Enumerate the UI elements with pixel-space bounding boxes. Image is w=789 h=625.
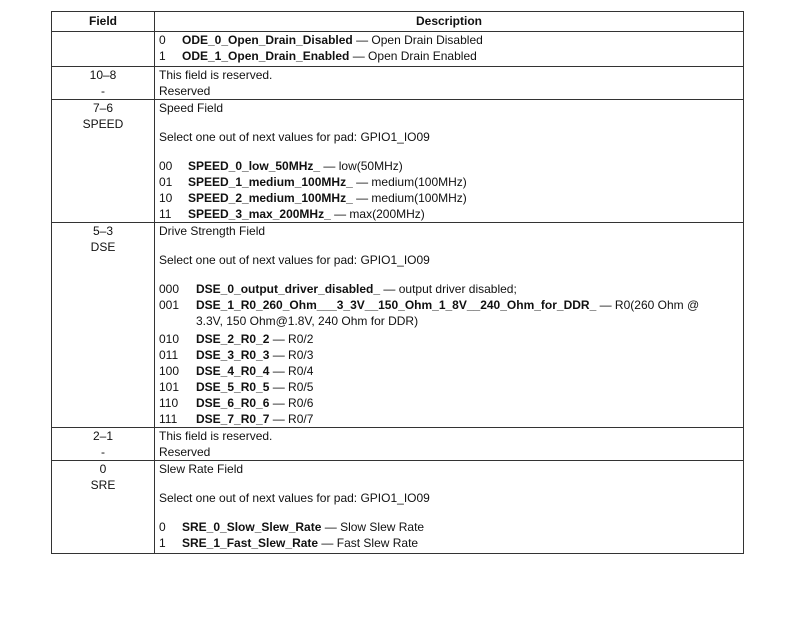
option-name: ODE_1_Open_Drain_Enabled <box>182 49 350 63</box>
reserved-text: This field is reserved. <box>159 429 273 443</box>
field-name: - <box>101 445 105 459</box>
select-instruction: Select one out of next values for pad: GPIO1_IO09 <box>159 491 430 505</box>
option-desc: — low(50MHz) <box>320 159 403 173</box>
option-code: 01 <box>159 175 173 189</box>
option-name: DSE_2_R0_2 <box>196 332 270 346</box>
table-row <box>52 223 744 428</box>
option-line <box>159 411 739 427</box>
field-name: - <box>101 84 105 98</box>
option-code: 011 <box>159 348 179 362</box>
field-bits: 0 <box>99 462 107 476</box>
option-desc: — medium(100MHz) <box>352 175 467 189</box>
option-code: 101 <box>159 380 180 394</box>
option-desc: — R0/4 <box>269 364 314 378</box>
option-line <box>159 395 739 411</box>
option-line <box>159 347 739 363</box>
option-line <box>159 519 739 535</box>
option-code: 0 <box>159 520 166 534</box>
option-line <box>159 281 739 297</box>
field-cell <box>52 32 155 67</box>
description-cell <box>155 223 744 428</box>
option-desc: — output driver disabled; <box>380 282 517 296</box>
option-line <box>159 331 739 347</box>
option-line <box>159 32 739 48</box>
option-code: 001 <box>159 298 180 312</box>
option-desc: — R0/6 <box>269 396 314 410</box>
option-name: SRE_0_Slow_Slew_Rate <box>182 520 322 534</box>
option-line <box>159 190 739 206</box>
option-code: 1 <box>159 49 166 63</box>
field-bits: 10–8 <box>89 68 117 82</box>
option-name: DSE_3_R0_3 <box>196 348 270 362</box>
field-cell <box>52 223 155 428</box>
description-cell <box>155 32 744 67</box>
option-desc: — R0/7 <box>269 412 314 426</box>
field-title: Drive Strength Field <box>159 224 266 238</box>
option-desc: — R0/3 <box>269 348 314 362</box>
option-code: 100 <box>159 364 180 378</box>
option-line <box>159 535 739 551</box>
description-column-header: Description <box>155 12 744 32</box>
option-line <box>159 206 739 222</box>
option-code: 010 <box>159 332 180 346</box>
option-line <box>159 297 739 313</box>
option-name: SPEED_1_medium_100MHz_ <box>188 175 353 189</box>
option-code: 10 <box>159 191 173 205</box>
field-bits: 7–6 <box>92 101 114 115</box>
field-name: SRE <box>90 478 116 492</box>
option-name: DSE_1_R0_260_Ohm___3_3V__150_Ohm_1_8V__240_Ohm_for_DDR_ <box>196 298 597 312</box>
description-cell <box>155 100 744 223</box>
option-desc: — Slow Slew Rate <box>321 520 425 534</box>
reserved-text: This field is reserved. <box>159 68 273 82</box>
option-desc: — R0/5 <box>269 380 314 394</box>
option-name: SPEED_0_low_50MHz_ <box>188 159 321 173</box>
option-code: 00 <box>159 159 173 173</box>
field-bits: 2–1 <box>92 429 114 443</box>
table-row <box>52 428 744 461</box>
option-code: 1 <box>159 536 166 550</box>
option-name: DSE_7_R0_7 <box>196 412 270 426</box>
reserved-text: Reserved <box>159 445 211 459</box>
option-desc: — Fast Slew Rate <box>318 536 419 550</box>
description-cell <box>155 428 744 461</box>
option-name: SPEED_3_max_200MHz_ <box>188 207 331 221</box>
option-desc: — R0/2 <box>269 332 314 346</box>
option-name: DSE_5_R0_5 <box>196 380 270 394</box>
option-code: 110 <box>159 396 179 410</box>
option-desc-continued: 3.3V, 150 Ohm@1.8V, 240 Ohm for DDR) <box>196 314 419 328</box>
field-title: Slew Rate Field <box>159 462 244 476</box>
option-desc: — max(200MHz) <box>330 207 425 221</box>
field-name: DSE <box>90 240 116 254</box>
field-name: SPEED <box>82 117 124 131</box>
option-name: SPEED_2_medium_100MHz_ <box>188 191 353 205</box>
field-title: Speed Field <box>159 101 224 115</box>
option-code: 0 <box>159 33 166 47</box>
select-instruction: Select one out of next values for pad: GPIO1_IO09 <box>159 130 430 144</box>
option-name: ODE_0_Open_Drain_Disabled <box>182 33 353 47</box>
field-cell <box>52 428 155 461</box>
field-cell <box>52 461 155 554</box>
table-row <box>52 67 744 100</box>
field-column-header: Field <box>52 12 155 32</box>
option-desc: — R0(260 Ohm @ <box>596 298 700 312</box>
option-line <box>159 48 739 64</box>
select-instruction: Select one out of next values for pad: GPIO1_IO09 <box>159 253 430 267</box>
table-header-row <box>52 12 744 32</box>
field-bits: 5–3 <box>92 224 114 238</box>
option-name: DSE_0_output_driver_disabled_ <box>196 282 381 296</box>
option-desc: — medium(100MHz) <box>352 191 467 205</box>
option-desc: — Open Drain Enabled <box>349 49 477 63</box>
option-line <box>159 379 739 395</box>
table-row <box>52 100 744 223</box>
option-name: DSE_6_R0_6 <box>196 396 270 410</box>
reserved-text: Reserved <box>159 84 211 98</box>
option-line <box>159 363 739 379</box>
table-row <box>52 461 744 554</box>
description-cell <box>155 461 744 554</box>
register-field-table <box>51 11 744 554</box>
option-name: DSE_4_R0_4 <box>196 364 270 378</box>
option-code: 111 <box>159 412 178 426</box>
option-line <box>159 158 739 174</box>
option-name: SRE_1_Fast_Slew_Rate <box>182 536 319 550</box>
option-desc: — Open Drain Disabled <box>352 33 483 47</box>
option-code: 000 <box>159 282 180 296</box>
option-code: 11 <box>159 207 172 221</box>
option-line <box>159 174 739 190</box>
field-cell <box>52 67 155 100</box>
field-cell <box>52 100 155 223</box>
description-cell <box>155 67 744 100</box>
table-row <box>52 32 744 67</box>
